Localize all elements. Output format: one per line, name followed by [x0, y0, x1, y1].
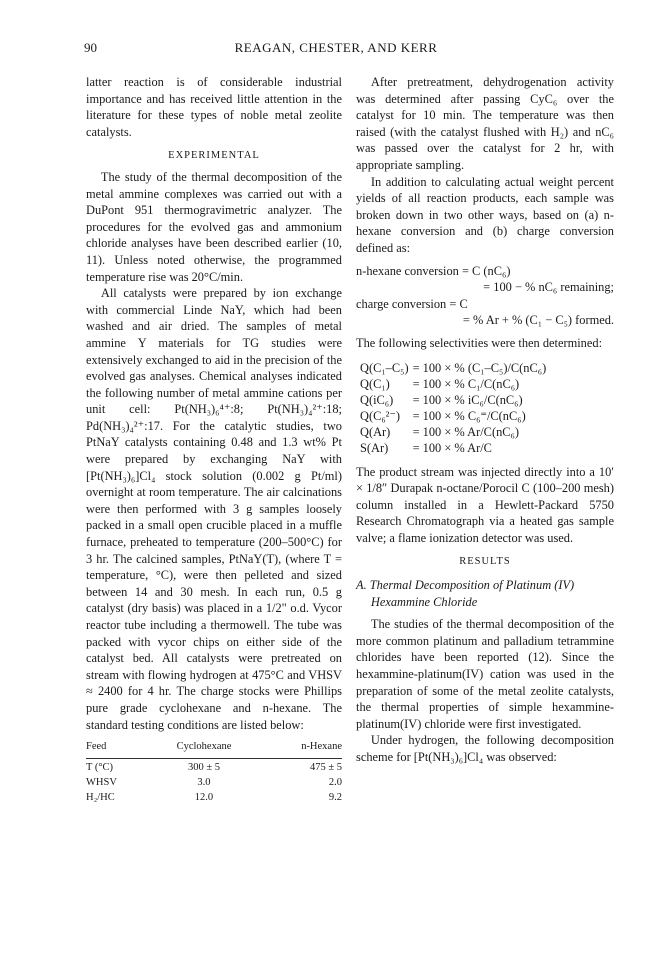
paragraph: After pretreatment, dehydrogenation activity was determined after passing CyC₆ over the catalyst for 10 min. The temperature was then raised (with the catalyst flushed with H₂) and nC₆ was passed over the catalyst for 2 hr, with appropriate sampling. — [356, 75, 614, 172]
table-cell: 3.0 — [197, 776, 211, 788]
running-header — [84, 40, 588, 60]
selectivity-symbol: Q(C₁–C₅) — [360, 360, 409, 375]
selectivity-formula: = 100 × % Ar/C(nC₆) — [412, 424, 519, 439]
selectivity-row — [360, 424, 550, 440]
running-title: REAGAN, CHESTER, AND KERR — [234, 40, 438, 55]
table-header: Feed — [86, 739, 149, 758]
paragraph: The studies of the thermal decomposition of the more common platinum and palladium tetrammine chlorides have been reported (12). Since the hexammine-platinum(IV) cation was used in the preparation of some of the metal zeolite catalysts, the thermal properties of simple hexammine-platinum(IV) chloride were first investigated. — [356, 617, 614, 731]
selectivity-row — [360, 360, 550, 376]
selectivity-symbol: S(Ar) — [360, 440, 389, 455]
page-number: 90 — [84, 40, 97, 55]
subsection-heading: A. Thermal Decomposition of Platinum (IV) Hexammine Chloride — [356, 578, 575, 609]
selectivity-symbol: Q(C₆²⁻) — [360, 408, 401, 423]
right-column — [356, 74, 614, 766]
paragraph: The following selectivities were then determined: — [356, 335, 603, 350]
paragraph: The study of the thermal decomposition of the metal ammine complexes was carried out with a DuPont 951 thermogravimetric analyzer. The procedures for the evolved gas and ammonium chloride analyses have been described earlier (10, 11). Unless noted otherwise, the programmed temperature rise was 20°C/min. — [86, 169, 342, 284]
selectivity-formula: = 100 × % C₁/C(nC₆) — [412, 376, 520, 391]
selectivity-formula: = 100 × % (C₁–C₅)/C(nC₆) — [412, 360, 547, 375]
selectivity-definitions — [360, 360, 550, 456]
selectivity-formula: = 100 × % C₆⁼/C(nC₆) — [412, 408, 526, 423]
table-cell: 9.2 — [328, 791, 342, 803]
selectivity-row — [360, 392, 550, 408]
equation: n-hexane conversion = C (nC₆) — [356, 263, 511, 278]
table-cell: H₂/HC — [86, 791, 115, 803]
table-cell: 2.0 — [328, 776, 342, 788]
selectivity-symbol: Q(Ar) — [360, 424, 391, 439]
selectivity-row — [360, 376, 550, 392]
test-conditions-table — [86, 739, 342, 804]
table-header: n-Hexane — [259, 739, 342, 758]
equation: charge conversion = C — [356, 296, 468, 311]
table-cell: WHSV — [86, 776, 117, 788]
selectivity-formula: = 100 × % Ar/C — [412, 440, 492, 455]
table-cell: T (°C) — [86, 761, 114, 773]
table-cell: 475 ± 5 — [309, 761, 342, 773]
left-column — [86, 74, 342, 804]
selectivity-row — [360, 408, 550, 424]
table-cell: 300 ± 5 — [187, 761, 220, 773]
equation: = 100 − % nC₆ remaining; — [483, 280, 614, 295]
table-cell: 12.0 — [194, 791, 214, 803]
selectivity-symbol: Q(C₁) — [360, 376, 390, 391]
table-row — [86, 774, 342, 789]
table-row — [86, 758, 342, 774]
selectivity-row — [360, 440, 550, 456]
paragraph: In addition to calculating actual weight percent yields of all reaction products, each sample was broken down in two other ways, based on (a) n-hexane conversion and (b) charge conversion defined as: — [356, 174, 614, 255]
paragraph: The product stream was injected directly into a 10′ × 1/8″ Durapak n-octane/Porocil C (100–200 mesh) column installed in a Hewlett-Packard 5750 Research Chromatograph via a heated gas sample valve; a flame ionization detector was used. — [356, 464, 614, 545]
paragraph: All catalysts were prepared by ion exchange with commercial Linde NaY, which had been washed and air dried. The samples of metal ammine Y materials for TG studies were extensively exchanged to aid in the precision of the evolved gas analyses. Chemical analyses indicated the following number of metal ammine cations per unit cell: Pt(NH₃)₆⁴⁺:8; Pt(NH₃)₄²⁺:18; Pd(NH₃)₄²⁺:17. For the catalytic studies, two PtNaY catalysts containing 0.48 and 1.3 wt% Pt were prepared by exchanging NaY with [Pt(NH₃)₆]Cl₄ stock solution (0.002 g Pt/ml) overnight at room temperature. The air calcinations were then performed with 3 g samples loosely packed in a small open crucible placed in a muffle furnace, preheated to temperature (200–500°C) for 3 hr. The calcined samples, PtNaY(T), (where T = temperature, °C), were then pelleted and sized between 14 and 30 mesh. In each run, 0.5 g catalyst (dry basis) was placed in a 1/2" o.d. Vycor reactor tube including a thermowell. The tube was packed with vycor chips on either side of the catalyst bed. All catalysts were pretreated on stream with flowing hydrogen at 475°C and VHSV ≈ 2400 for 4 hr. The charge stocks were Phillips pure grade cyclohexane and n-hexane. The standard testing conditions are listed below: — [86, 286, 342, 732]
section-heading-experimental: EXPERIMENTAL — [168, 150, 260, 162]
selectivity-formula: = 100 × % iC₆/C(nC₆) — [412, 392, 523, 407]
table-header: Cyclohexane — [149, 739, 260, 758]
selectivity-symbol: Q(iC₆) — [360, 392, 394, 407]
paragraph: Under hydrogen, the following decomposition scheme for [Pt(NH₃)₆]Cl₄ was observed: — [356, 733, 614, 764]
equation: = % Ar + % (C₁ − C₅) formed. — [462, 313, 614, 328]
section-heading-results: RESULTS — [459, 556, 511, 568]
paragraph: latter reaction is of considerable industrial importance and has received little attention in the literature for these types of noble metal zeolite catalysts. — [86, 75, 342, 139]
table-row — [86, 789, 342, 804]
